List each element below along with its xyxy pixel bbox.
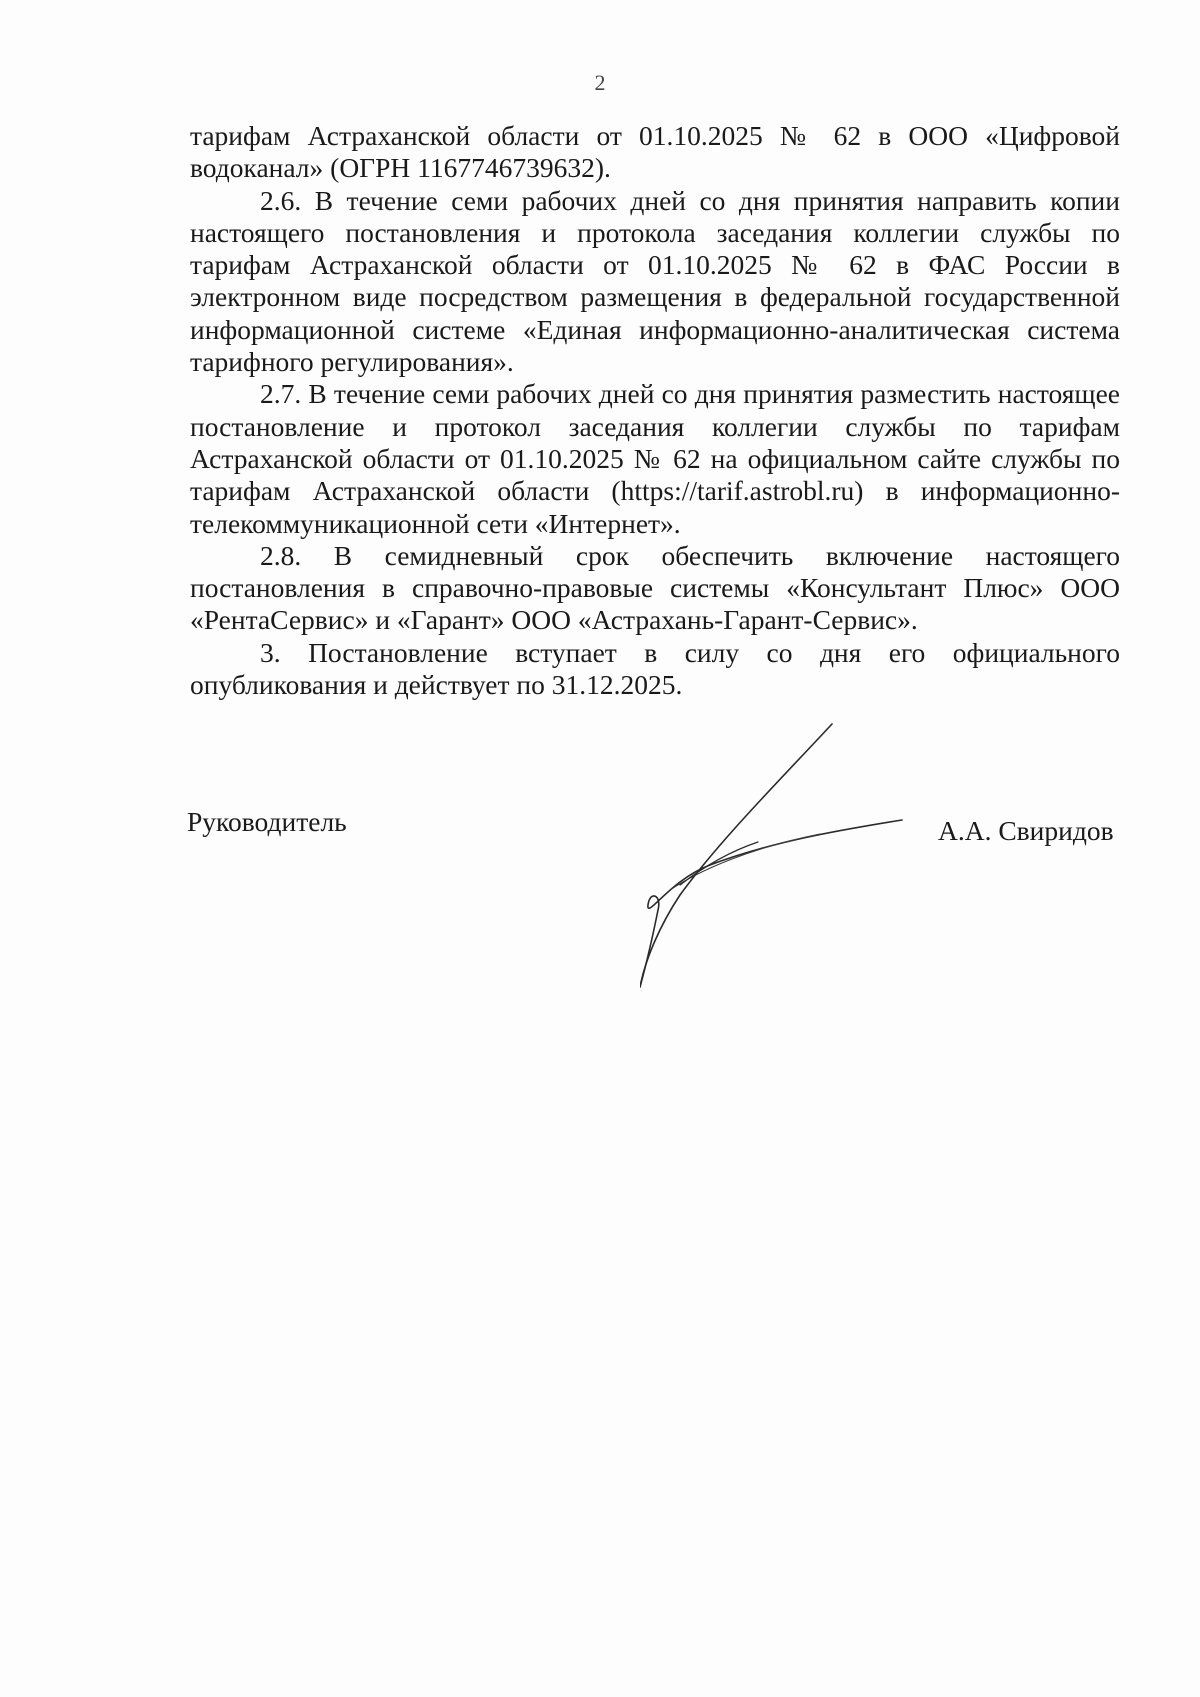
paragraph-2-6: 2.6. В течение семи рабочих дней со дня принятия направить копии настоящего постановления и протокола заседания коллегии службы по тарифам Астраханской области от 01.10.2025 № 62 в ФАС России в электронном виде посредством размещения в федеральной государственной информационной системе «Единая информационно-аналитическая система тарифного регулирования». — [190, 184, 1120, 378]
paragraph-3: 3. Постановление вступает в силу со дня его официального опубликования и действует по 31.12.2025. — [190, 636, 1120, 701]
signer-name: А.А. Свиридов — [938, 815, 1114, 846]
document-body — [190, 120, 1120, 701]
paragraph-continuation: тарифам Астраханской области от 01.10.2025 № 62 в ООО «Цифровой водоканал» (ОГРН 1167746739632). — [190, 120, 1120, 184]
signer-position: Руководитель — [187, 806, 347, 837]
paragraph-2-8: 2.8. В семидневный срок обеспечить включение настоящего постановления в справочно-правовые системы «Консультант Плюс» ООО «РентаСервис» и «Гарант» ООО «Астрахань-Гарант-Сервис». — [190, 539, 1120, 636]
paragraph-2-7: 2.7. В течение семи рабочих дней со дня принятия разместить настоящее постановление и протокол заседания коллегии службы по тарифам Астраханской области от 01.10.2025 № 62 на официальном сайте службы по тарифам Астраханской области (https://tarif.astrobl.ru) в информационно-телекоммуникационной сети «Интернет». — [190, 378, 1120, 539]
handwritten-signature — [640, 720, 940, 1000]
page-number: 2 — [594, 70, 606, 95]
